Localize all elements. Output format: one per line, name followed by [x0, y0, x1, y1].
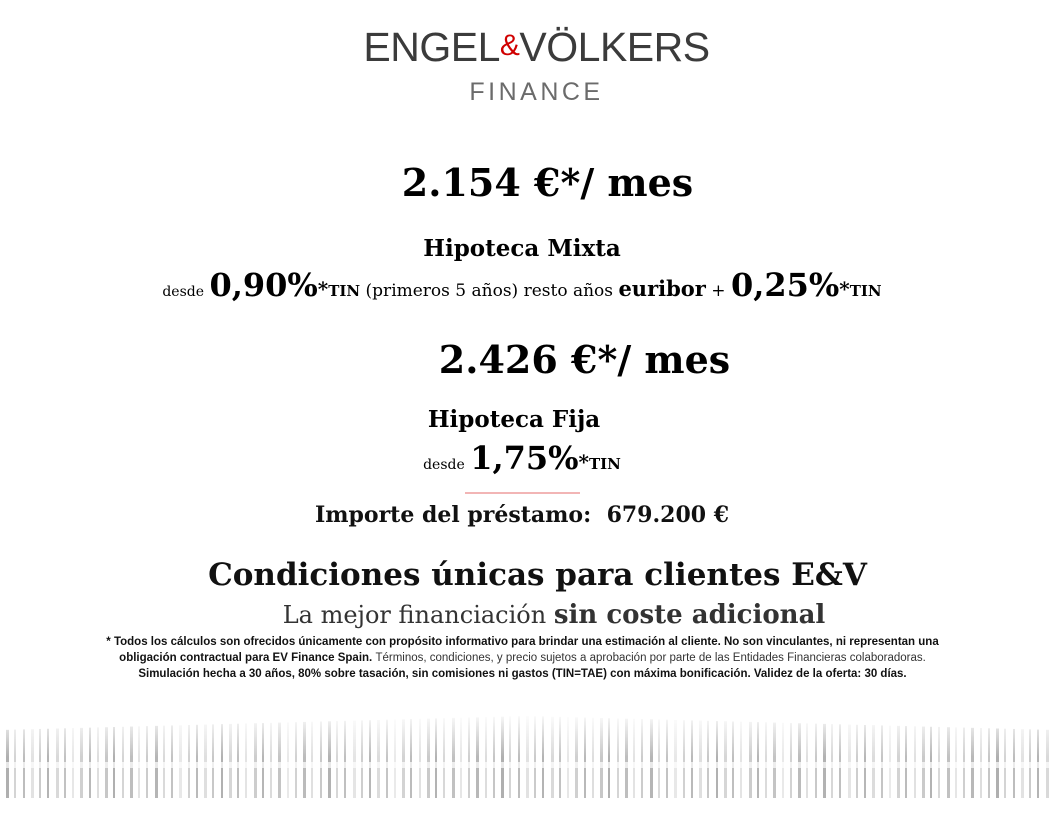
mixta-monthly-price: 2.154 €*/ mes — [401, 160, 694, 205]
disclaimer-text — [70, 634, 975, 682]
best-lead: La mejor financiación — [282, 601, 547, 629]
brand-logo — [0, 24, 1053, 71]
mixta-middle-text: (primeros 5 años) resto años — [365, 281, 614, 301]
fija-star: * — [578, 450, 589, 474]
loan-label: Importe del préstamo: — [314, 502, 592, 528]
mixta-rate-spread: 0,25% — [730, 266, 840, 304]
loan-amount — [0, 502, 1044, 528]
fija-desde: desde — [423, 457, 465, 473]
logo-subtitle: FINANCE — [469, 78, 604, 106]
disclaimer-line-1: * Todos los cálculos son ofrecidos únicamente con propósito informativo para brindar una estimación al cliente. No son vinculantes, ni representan una — [106, 636, 939, 648]
mixta-desde: desde — [162, 284, 205, 300]
fija-rate: 1,75% — [470, 439, 579, 477]
fija-tin: TIN — [589, 455, 621, 473]
mixta-rate-initial: 0,90% — [209, 266, 318, 304]
conditions-heading: Condiciones únicas para clientes E&V — [208, 557, 867, 593]
logo-ampersand: & — [499, 29, 520, 62]
mixta-rate-line — [0, 266, 1044, 304]
mixta-tin-1: TIN — [328, 282, 361, 300]
best-bold: sin coste adicional — [553, 600, 826, 630]
mixta-plus: + — [711, 281, 726, 301]
bar-fade-overlay — [0, 712, 1053, 757]
mixta-star-1: * — [317, 277, 329, 301]
mixta-tin-2: TIN — [849, 282, 882, 300]
fija-rate-line — [0, 439, 1044, 477]
disclaimer-line-3: Simulación hecha a 30 años, 80% sobre tasación, sin comisiones ni gastos (TIN=TAE) con máxima bonificación. Validez de la oferta: 30 días. — [138, 668, 907, 680]
logo-brand-right: VÖLKERS — [519, 24, 710, 70]
fija-title: Hipoteca Fija — [427, 406, 601, 433]
logo-brand-left: ENGEL — [363, 24, 500, 70]
decorative-bar-pattern — [0, 712, 1053, 802]
disclaimer-line-2-light: Términos, condiciones, y precio sujetos a aprobación por parte de las Entidades Financieras colaboradoras. — [375, 652, 926, 664]
section-divider — [465, 492, 580, 494]
disclaimer-line-2 — [70, 650, 975, 666]
loan-value: 679.200 € — [606, 502, 730, 528]
bar-gap-band — [0, 762, 1053, 768]
disclaimer-line-2-bold: obligación contractual para EV Finance Spain. — [119, 652, 373, 664]
fija-monthly-price: 2.426 €*/ mes — [438, 337, 731, 382]
best-financing-tagline — [0, 600, 1053, 630]
mixta-title: Hipoteca Mixta — [423, 235, 621, 262]
mixta-euribor: euribor — [618, 276, 706, 301]
mixta-star-2: * — [839, 277, 850, 301]
